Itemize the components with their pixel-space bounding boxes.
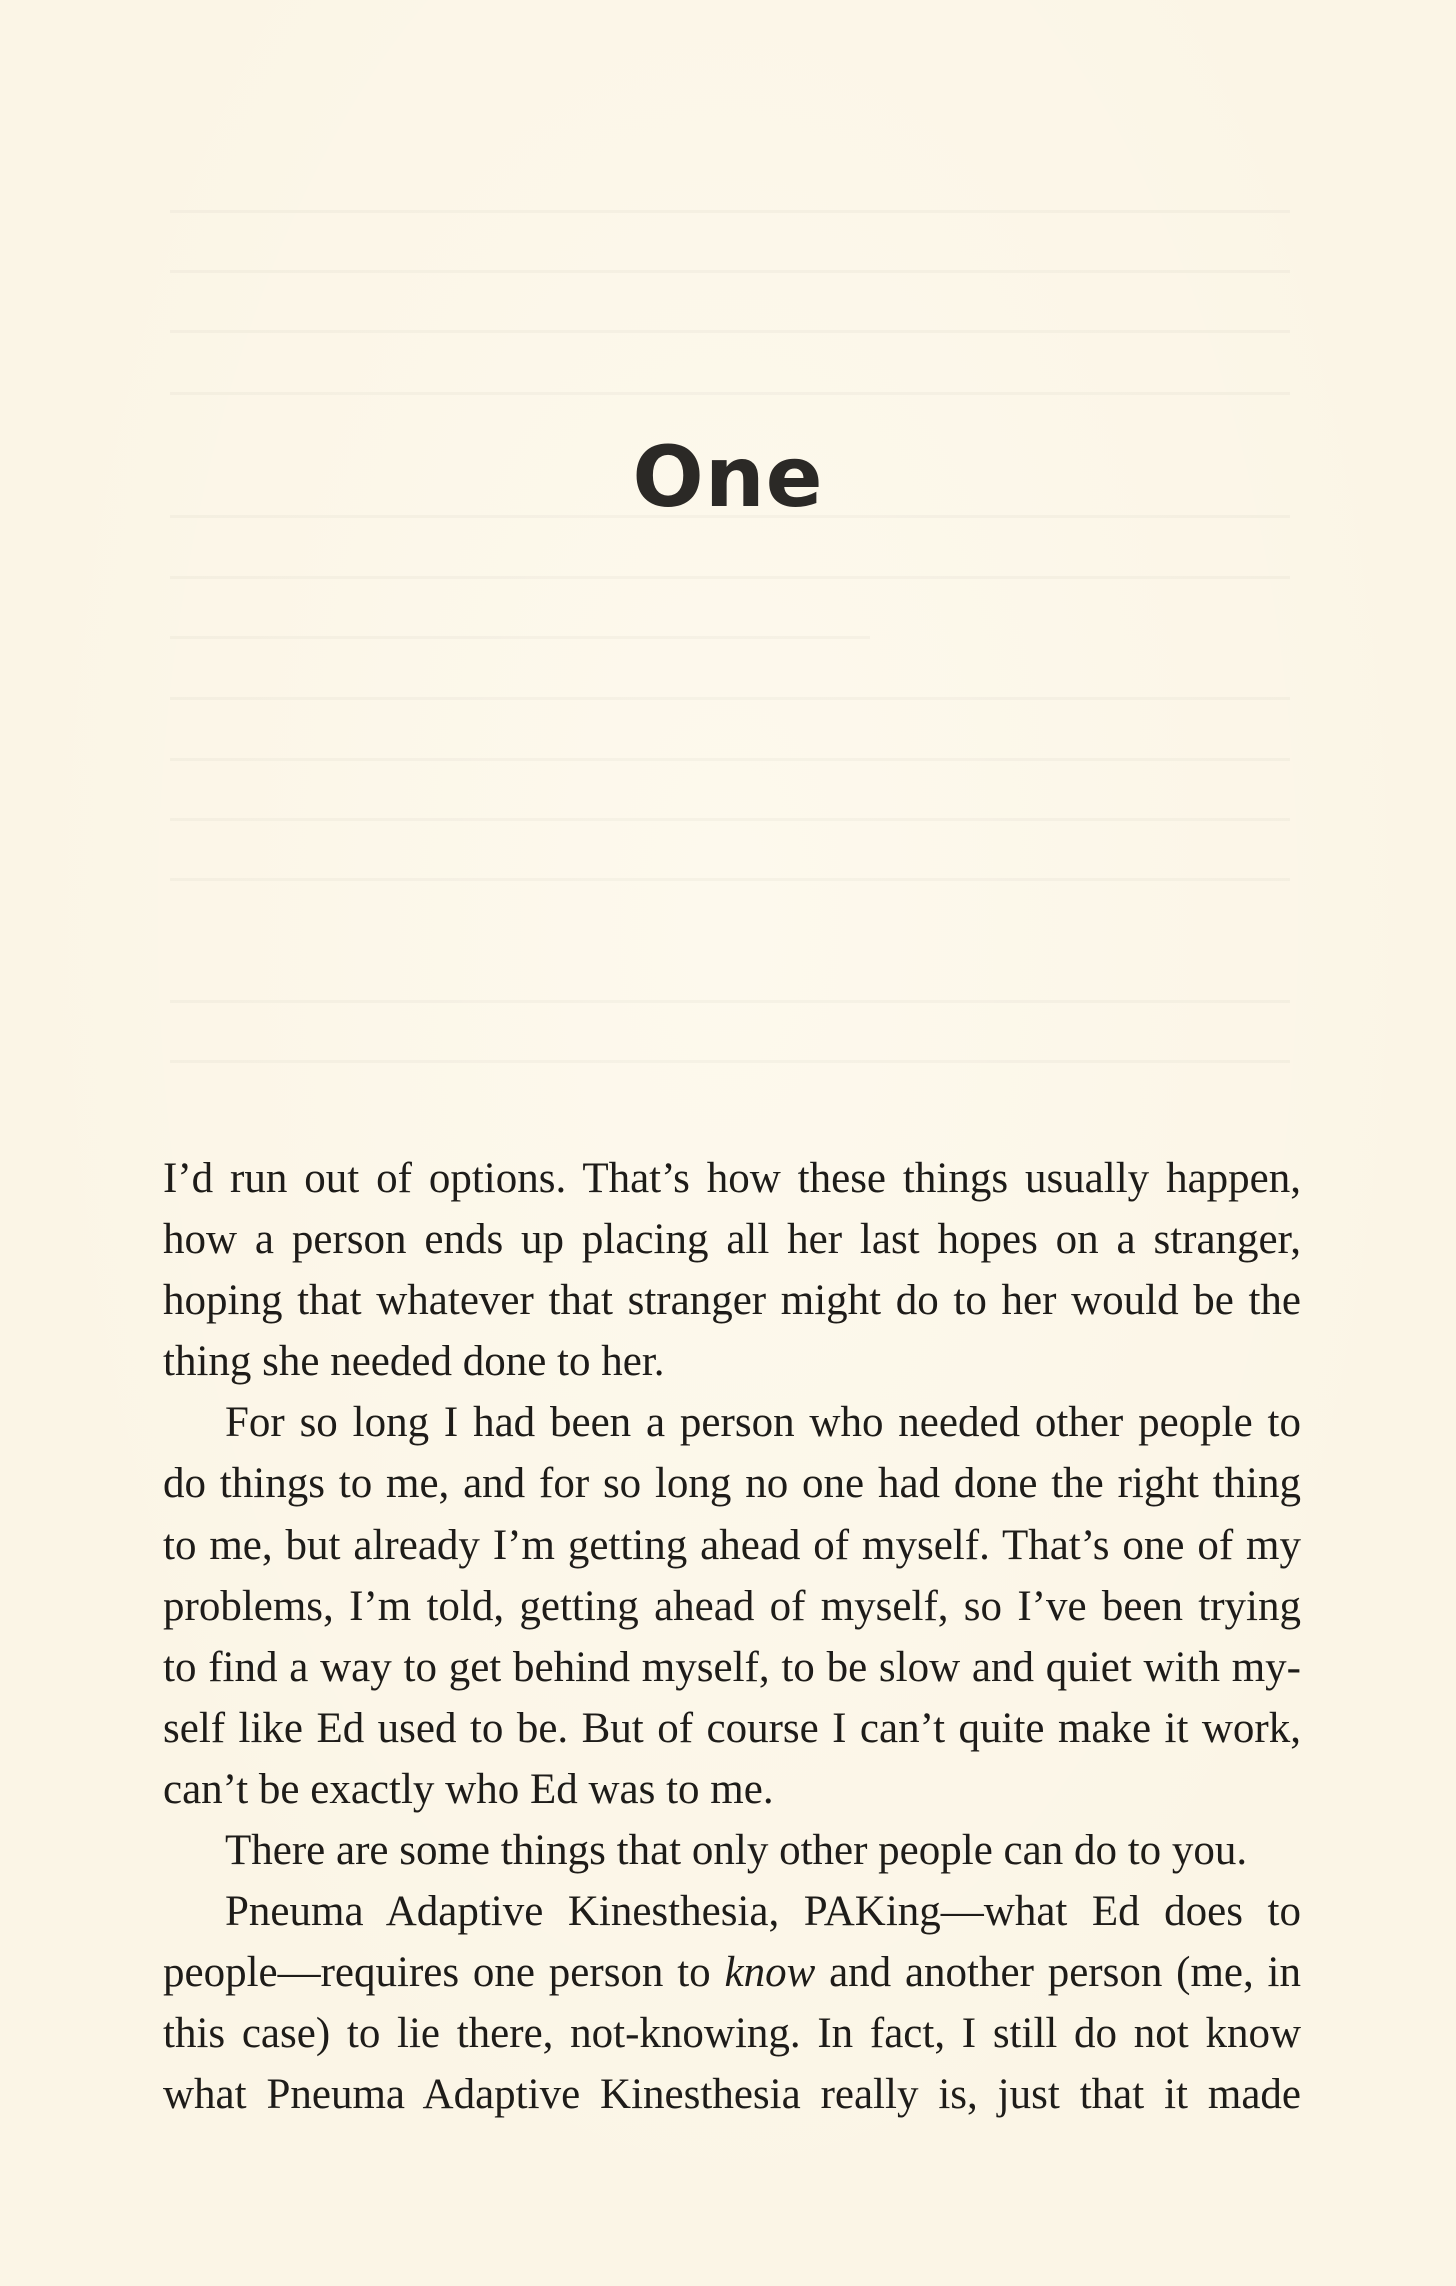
show-through-line	[170, 392, 1290, 395]
text-line: Pneuma Adaptive Kinesthesia, PAKing—what Ed does to	[225, 1888, 1301, 1936]
text-segment: and another person (me, in	[815, 1949, 1302, 1997]
show-through-line	[170, 818, 1290, 821]
text-line: to find a way to get behind myself, to be slow and quiet with my-	[163, 1643, 1301, 1691]
text-line: this case) to lie there, not-knowing. In fact, I still do not know	[163, 2010, 1301, 2058]
paragraph	[163, 1881, 1301, 2125]
show-through-line	[170, 636, 870, 639]
text-line: self like Ed used to be. But of course I can’t quite make it work,	[163, 1704, 1301, 1752]
show-through-line	[170, 1000, 1290, 1003]
text-line: do things to me, and for so long no one had done the right thing	[163, 1460, 1301, 1508]
show-through-line	[170, 210, 1290, 213]
emphasized-word: know	[724, 1949, 816, 1997]
text-line: can’t be exactly who Ed was to me.	[163, 1765, 774, 1813]
paragraph	[163, 1392, 1301, 1820]
show-through-line	[170, 1060, 1290, 1063]
text-line: I’d run out of options. That’s how these things usually happen,	[163, 1155, 1301, 1202]
text-line: thing she needed done to her.	[163, 1338, 665, 1386]
show-through-line	[170, 330, 1290, 333]
text-line: how a person ends up placing all her last hopes on a stranger,	[163, 1216, 1301, 1264]
text-line: to me, but already I’m getting ahead of myself. That’s one of my	[163, 1521, 1301, 1569]
show-through-line	[170, 576, 1290, 579]
text-segment: people—requires one person to	[163, 1949, 725, 1997]
paragraph	[163, 1820, 1301, 1881]
text-line: problems, I’m told, getting ahead of myself, so I’ve been trying	[163, 1582, 1301, 1630]
show-through-line	[170, 697, 1290, 700]
show-through-line	[170, 270, 1290, 273]
text-line: There are some things that only other people can do to you.	[225, 1827, 1248, 1875]
body-text	[163, 1148, 1301, 2126]
text-line	[163, 1942, 1301, 2003]
chapter-title: One	[632, 428, 824, 526]
text-line: what Pneuma Adaptive Kinesthesia really is, just that it made	[163, 2071, 1301, 2119]
text-line: For so long I had been a person who needed other people to	[225, 1399, 1301, 1447]
show-through-line	[170, 758, 1290, 761]
paragraph	[163, 1148, 1301, 1392]
text-line: hoping that whatever that stranger might do to her would be the	[163, 1277, 1301, 1325]
show-through-line	[170, 878, 1290, 881]
